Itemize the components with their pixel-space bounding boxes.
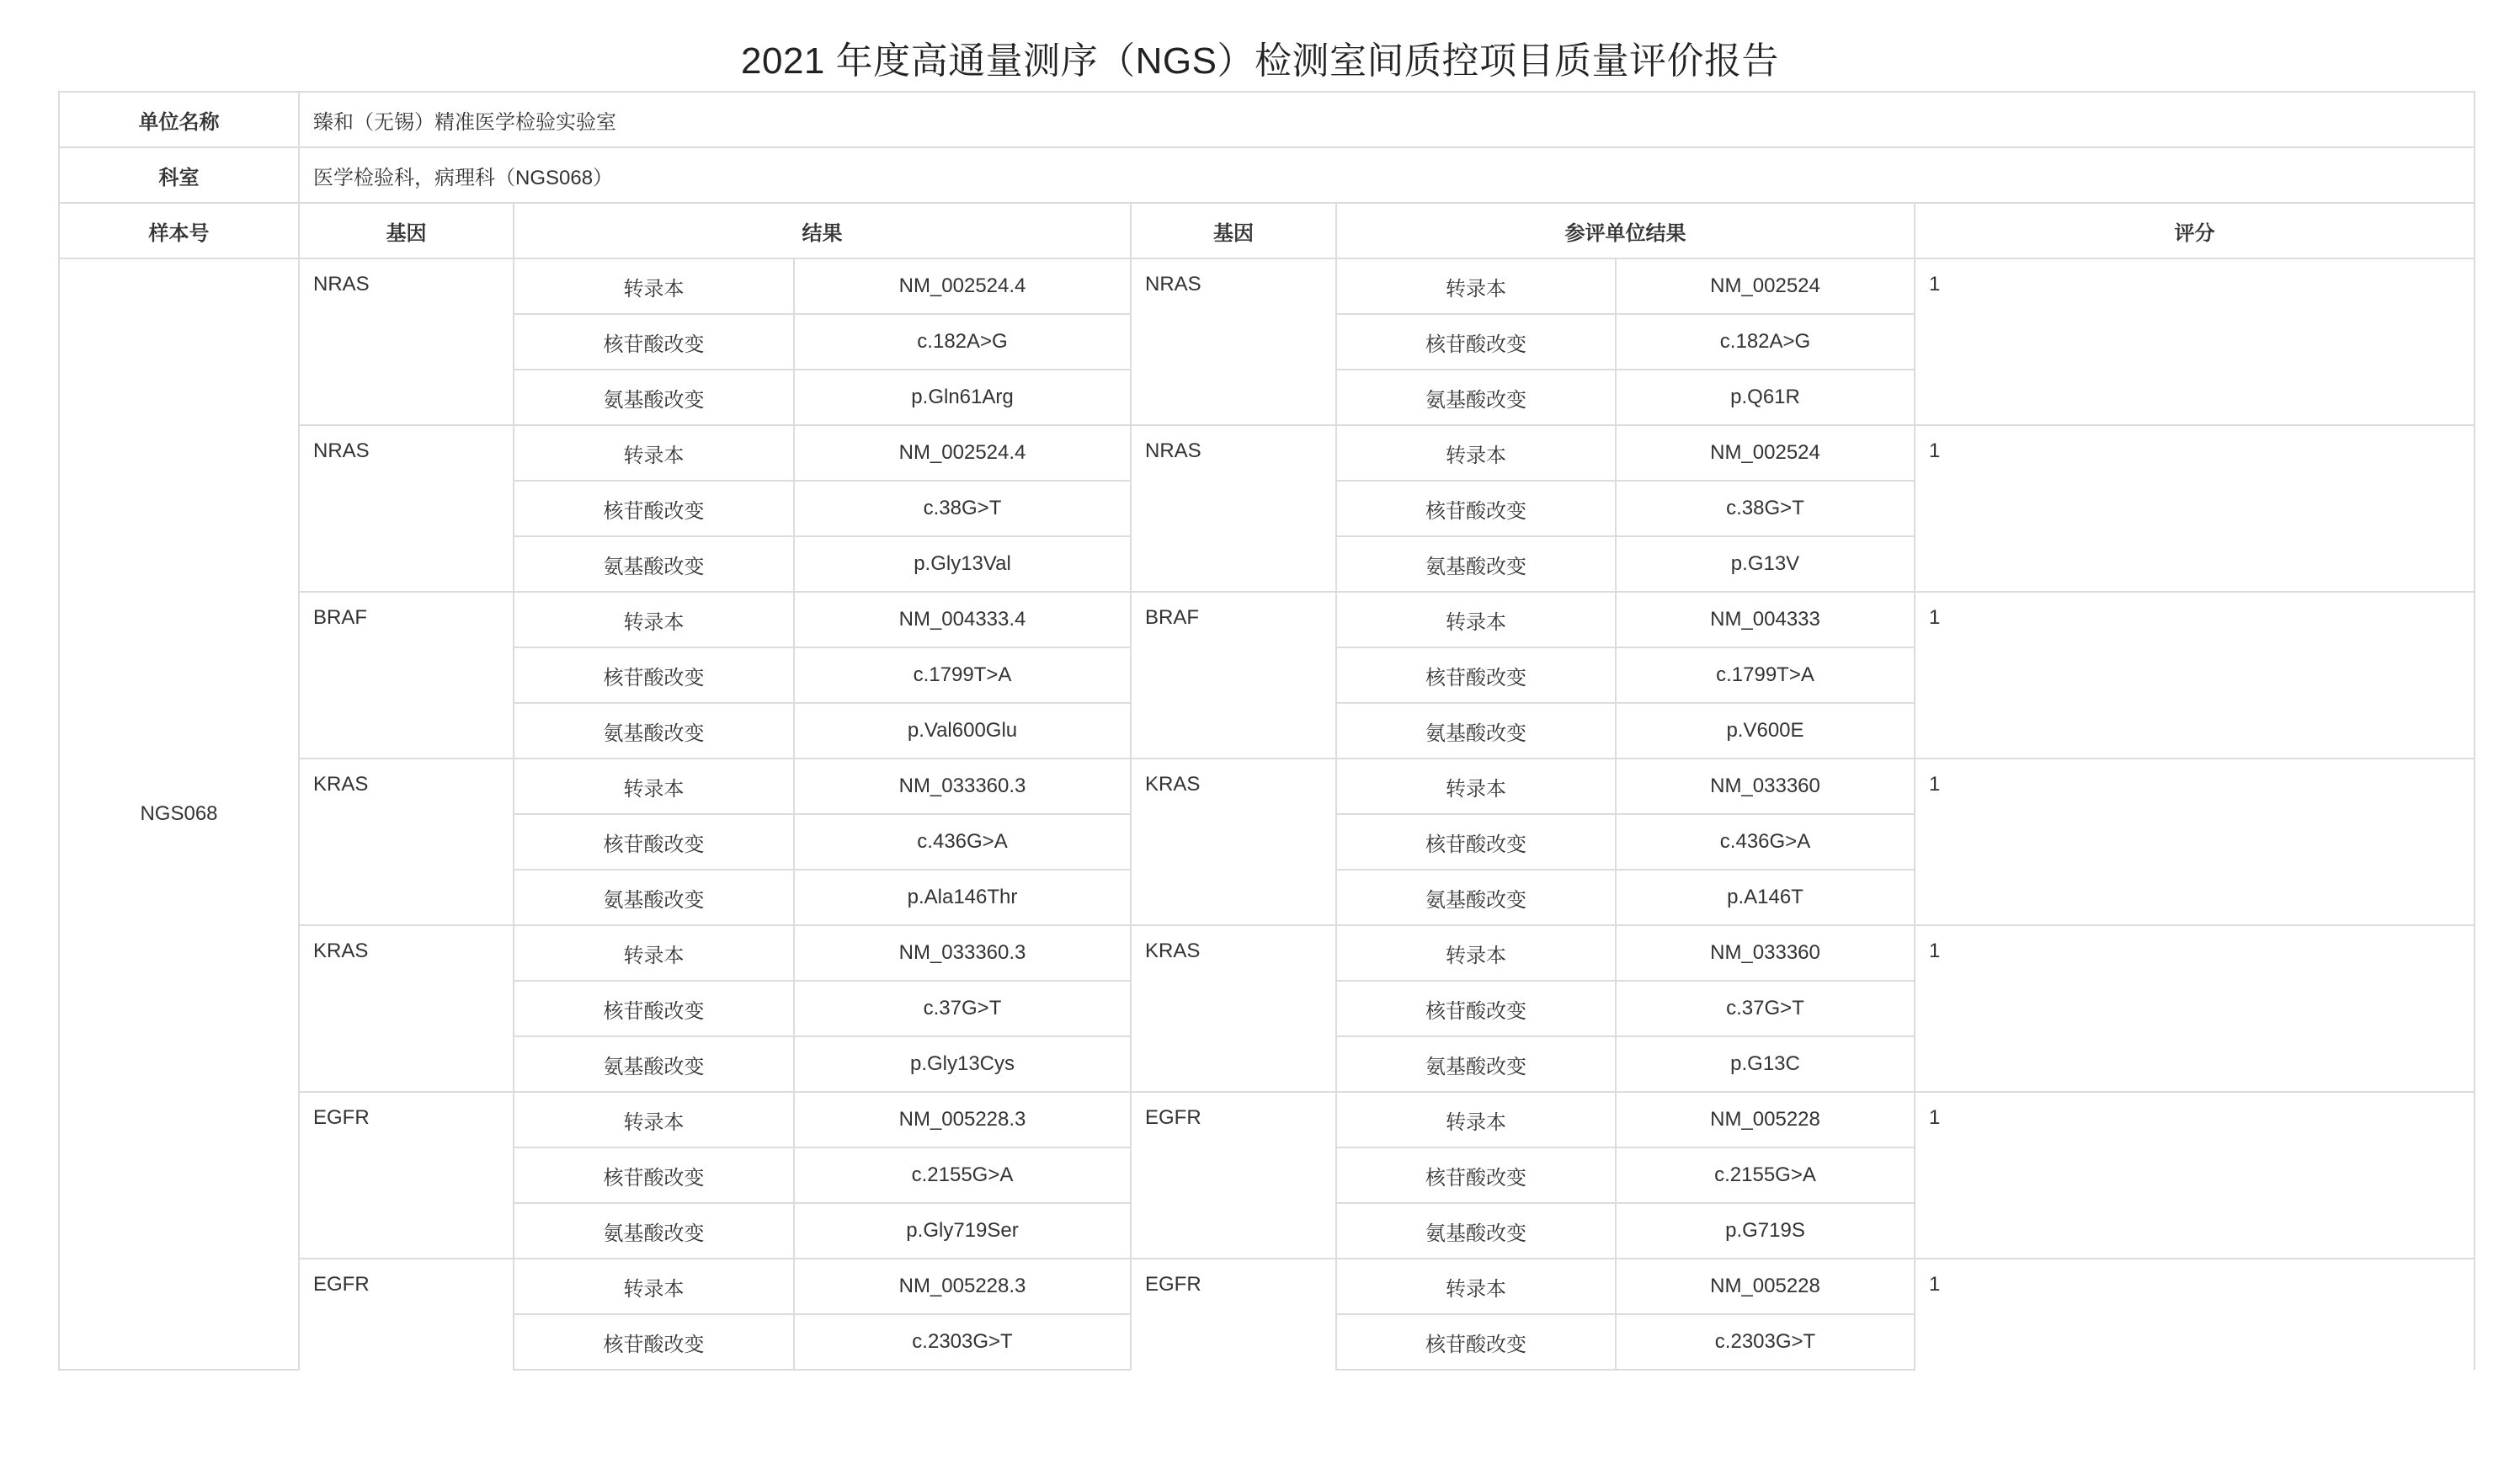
- ref-field-value: c.2303G>T: [1616, 1314, 1915, 1370]
- unit-label: 单位名称: [59, 92, 299, 147]
- dept-row: [59, 147, 2475, 203]
- header-score: 评分: [1915, 203, 2475, 258]
- header-gene: 基因: [299, 203, 514, 258]
- ref-gene-cell: KRAS: [1131, 925, 1336, 1092]
- result-field-value: p.Gln61Arg: [794, 370, 1131, 425]
- result-field-label: 核苷酸改变: [514, 1314, 794, 1370]
- result-field-value: NM_002524.4: [794, 425, 1131, 481]
- gene-cell: EGFR: [299, 1259, 514, 1370]
- ref-field-value: NM_002524: [1616, 258, 1915, 314]
- result-field-value: p.Ala146Thr: [794, 870, 1131, 925]
- result-field-value: c.38G>T: [794, 481, 1131, 536]
- ref-field-value: c.2155G>A: [1616, 1147, 1915, 1203]
- result-field-value: NM_005228.3: [794, 1092, 1131, 1147]
- result-field-value: NM_033360.3: [794, 925, 1131, 981]
- ref-field-value: NM_033360: [1616, 925, 1915, 981]
- table-row: [59, 1259, 2475, 1314]
- gene-cell: NRAS: [299, 425, 514, 592]
- gene-cell: NRAS: [299, 258, 514, 425]
- result-field-value: c.436G>A: [794, 814, 1131, 870]
- ref-field-value: NM_002524: [1616, 425, 1915, 481]
- ref-field-value: p.A146T: [1616, 870, 1915, 925]
- result-field-value: c.2303G>T: [794, 1314, 1131, 1370]
- ref-field-label: 核苷酸改变: [1336, 814, 1616, 870]
- result-field-label: 核苷酸改变: [514, 1147, 794, 1203]
- gene-cell: EGFR: [299, 1092, 514, 1259]
- table-row: [59, 1092, 2475, 1147]
- result-field-label: 转录本: [514, 1259, 794, 1314]
- result-field-value: p.Val600Glu: [794, 703, 1131, 759]
- ref-field-value: p.Q61R: [1616, 370, 1915, 425]
- result-field-label: 核苷酸改变: [514, 647, 794, 703]
- ref-field-label: 氨基酸改变: [1336, 703, 1616, 759]
- result-field-label: 氨基酸改变: [514, 1036, 794, 1092]
- table-row: [59, 592, 2475, 647]
- ref-gene-cell: KRAS: [1131, 759, 1336, 925]
- evaluation-table: [58, 91, 2475, 1371]
- result-field-value: c.182A>G: [794, 314, 1131, 370]
- ref-field-value: p.G719S: [1616, 1203, 1915, 1259]
- score-cell: 1: [1915, 1092, 2475, 1259]
- result-field-label: 氨基酸改变: [514, 870, 794, 925]
- unit-row: [59, 92, 2475, 147]
- ref-field-label: 核苷酸改变: [1336, 314, 1616, 370]
- result-field-label: 氨基酸改变: [514, 1203, 794, 1259]
- ref-field-label: 转录本: [1336, 592, 1616, 647]
- ref-field-label: 转录本: [1336, 258, 1616, 314]
- score-cell: 1: [1915, 592, 2475, 759]
- ref-field-label: 转录本: [1336, 1259, 1616, 1314]
- header-ref-result: 参评单位结果: [1336, 203, 1915, 258]
- result-field-value: NM_004333.4: [794, 592, 1131, 647]
- ref-field-value: c.38G>T: [1616, 481, 1915, 536]
- ref-field-value: p.V600E: [1616, 703, 1915, 759]
- result-field-value: p.Gly719Ser: [794, 1203, 1131, 1259]
- ref-field-value: p.G13C: [1616, 1036, 1915, 1092]
- result-field-label: 核苷酸改变: [514, 981, 794, 1036]
- ref-field-label: 氨基酸改变: [1336, 1203, 1616, 1259]
- ref-field-label: 氨基酸改变: [1336, 1036, 1616, 1092]
- report-title: 2021 年度高通量测序（NGS）检测室间质控项目质量评价报告: [741, 40, 1779, 82]
- result-field-label: 氨基酸改变: [514, 536, 794, 592]
- ref-field-value: NM_033360: [1616, 759, 1915, 814]
- ref-field-value: c.37G>T: [1616, 981, 1915, 1036]
- score-cell: 1: [1915, 425, 2475, 592]
- table-row: [59, 258, 2475, 314]
- result-field-label: 氨基酸改变: [514, 703, 794, 759]
- ref-field-label: 核苷酸改变: [1336, 1147, 1616, 1203]
- ref-field-label: 核苷酸改变: [1336, 981, 1616, 1036]
- header-sample: 样本号: [59, 203, 299, 258]
- unit-value: 臻和（无锡）精准医学检验实验室: [299, 92, 2475, 147]
- result-field-label: 氨基酸改变: [514, 370, 794, 425]
- ref-field-value: c.436G>A: [1616, 814, 1915, 870]
- header-row: [59, 203, 2475, 258]
- ref-gene-cell: BRAF: [1131, 592, 1336, 759]
- ref-field-label: 氨基酸改变: [1336, 536, 1616, 592]
- score-cell: 1: [1915, 258, 2475, 425]
- result-field-label: 转录本: [514, 925, 794, 981]
- gene-cell: KRAS: [299, 925, 514, 1092]
- table-row: [59, 925, 2475, 981]
- ref-field-value: NM_004333: [1616, 592, 1915, 647]
- result-field-label: 核苷酸改变: [514, 481, 794, 536]
- result-field-label: 核苷酸改变: [514, 314, 794, 370]
- score-cell: 1: [1915, 925, 2475, 1092]
- result-field-label: 转录本: [514, 1092, 794, 1147]
- page-cutoff: [0, 1389, 2520, 1480]
- score-cell: 1: [1915, 1259, 2475, 1370]
- header-ref-gene: 基因: [1131, 203, 1336, 258]
- ref-field-label: 转录本: [1336, 759, 1616, 814]
- result-field-value: NM_033360.3: [794, 759, 1131, 814]
- result-field-value: c.2155G>A: [794, 1147, 1131, 1203]
- ref-field-label: 核苷酸改变: [1336, 647, 1616, 703]
- ref-field-value: p.G13V: [1616, 536, 1915, 592]
- result-field-value: NM_002524.4: [794, 258, 1131, 314]
- ref-field-label: 核苷酸改变: [1336, 1314, 1616, 1370]
- result-field-label: 转录本: [514, 592, 794, 647]
- ref-field-value: c.1799T>A: [1616, 647, 1915, 703]
- ref-field-label: 氨基酸改变: [1336, 870, 1616, 925]
- ref-field-label: 转录本: [1336, 1092, 1616, 1147]
- ref-gene-cell: NRAS: [1131, 258, 1336, 425]
- result-field-label: 转录本: [514, 425, 794, 481]
- ref-field-value: NM_005228: [1616, 1092, 1915, 1147]
- ref-gene-cell: EGFR: [1131, 1259, 1336, 1370]
- ref-field-label: 转录本: [1336, 925, 1616, 981]
- result-field-value: p.Gly13Cys: [794, 1036, 1131, 1092]
- result-field-label: 转录本: [514, 258, 794, 314]
- gene-cell: BRAF: [299, 592, 514, 759]
- header-result: 结果: [514, 203, 1131, 258]
- ref-gene-cell: EGFR: [1131, 1092, 1336, 1259]
- gene-cell: KRAS: [299, 759, 514, 925]
- ref-gene-cell: NRAS: [1131, 425, 1336, 592]
- result-field-value: c.37G>T: [794, 981, 1131, 1036]
- table-row: [59, 759, 2475, 814]
- result-field-value: p.Gly13Val: [794, 536, 1131, 592]
- table-row: [59, 425, 2475, 481]
- score-cell: 1: [1915, 759, 2475, 925]
- ref-field-label: 核苷酸改变: [1336, 481, 1616, 536]
- ref-field-value: c.182A>G: [1616, 314, 1915, 370]
- ref-field-label: 转录本: [1336, 425, 1616, 481]
- ref-field-label: 氨基酸改变: [1336, 370, 1616, 425]
- dept-label: 科室: [59, 147, 299, 203]
- result-field-value: c.1799T>A: [794, 647, 1131, 703]
- result-field-label: 转录本: [514, 759, 794, 814]
- result-field-value: NM_005228.3: [794, 1259, 1131, 1314]
- sample-id: NGS068: [59, 258, 299, 1370]
- result-field-label: 核苷酸改变: [514, 814, 794, 870]
- dept-value: 医学检验科，病理科（NGS068）: [299, 147, 2475, 203]
- ref-field-value: NM_005228: [1616, 1259, 1915, 1314]
